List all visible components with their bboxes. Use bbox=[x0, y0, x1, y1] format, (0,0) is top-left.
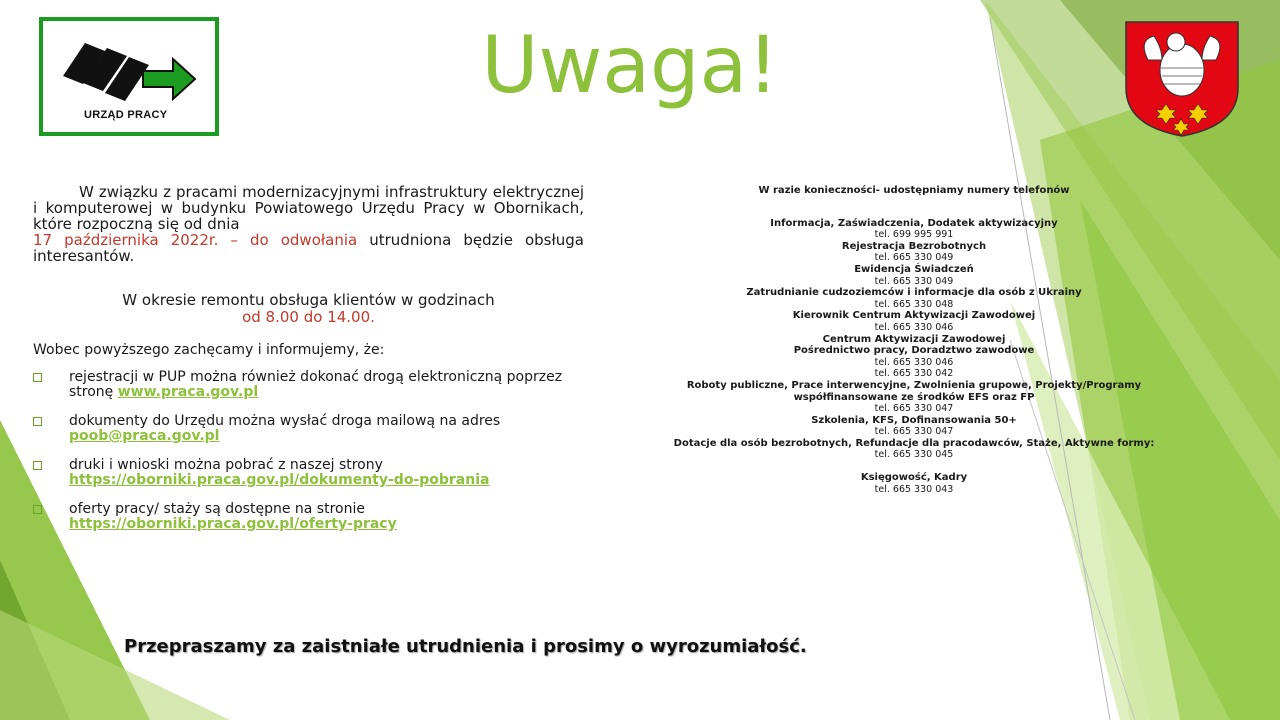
documents-link[interactable]: https://oborniki.praca.gov.pl/dokumenty-do-pobrania bbox=[69, 472, 490, 488]
list-item-text: druki i wnioski można pobrać z naszej strony bbox=[69, 457, 383, 473]
intro-text-after: utrudniona będzie obsługa interesantów. bbox=[33, 231, 584, 265]
phone-entry-name: Rejestracja Bezrobotnych bbox=[841, 240, 987, 252]
phone-entry-name: Kierownik Centrum Aktywizacji Zawodowej bbox=[792, 310, 1036, 322]
praca-gov-link[interactable]: www.praca.gov.pl bbox=[117, 384, 259, 400]
hours-notice bbox=[33, 292, 584, 326]
phone-entry-name: Pośrednictwo pracy, Doradztwo zawodowe bbox=[793, 345, 1035, 357]
phone-entry-number: tel. 699 995 991 bbox=[874, 229, 954, 241]
phone-entry-name: współfinansowane ze środków EFS oraz FP bbox=[793, 391, 1035, 403]
phone-entry-number: tel. 665 330 046 bbox=[874, 356, 954, 368]
list-item bbox=[33, 502, 593, 532]
phone-entry-name: Szkolenia, KFS, Dofinansowania 50+ bbox=[811, 414, 1017, 426]
phone-directory bbox=[660, 185, 1168, 495]
list-item bbox=[33, 414, 593, 444]
phone-entry-number: tel. 665 330 049 bbox=[874, 252, 954, 264]
phone-entry-number: tel. 665 330 048 bbox=[874, 298, 954, 310]
phone-entry-name: Zatrudnianie cudzoziemców i informacje dla osób z Ukrainy bbox=[746, 287, 1082, 299]
lead-text: Wobec powyższego zachęcamy i informujemy, że: bbox=[33, 342, 385, 358]
list-item-text: dokumenty do Urzędu można wysłać droga mailową na adres bbox=[69, 413, 501, 429]
intro-paragraph bbox=[33, 184, 584, 264]
date-highlight: 17 października 2022r. – do odwołania bbox=[33, 231, 358, 249]
job-offers-link[interactable]: https://oborniki.praca.gov.pl/oferty-pracy bbox=[69, 516, 397, 532]
bullet-square-icon bbox=[33, 461, 42, 470]
logo-text: URZĄD PRACY bbox=[84, 109, 168, 121]
bullet-square-icon bbox=[33, 417, 42, 426]
phone-entries bbox=[660, 218, 1168, 496]
page-title: Uwaga! bbox=[481, 21, 779, 111]
bullet-square-icon bbox=[33, 373, 42, 382]
phone-entry-name: Dotacje dla osób bezrobotnych, Refundacje dla pracodawców, Staże, Aktywne formy: bbox=[673, 437, 1155, 449]
phone-entry-number: tel. 665 330 046 bbox=[874, 321, 954, 333]
phone-entry-number: tel. 665 330 045 bbox=[874, 449, 954, 461]
phone-entry-gap bbox=[660, 461, 1168, 472]
list-item bbox=[33, 458, 593, 488]
phone-entry-name: Centrum Aktywizacji Zawodowej bbox=[822, 333, 1006, 345]
phone-entry-number: tel. 665 330 047 bbox=[874, 426, 954, 438]
list-item-text: oferty pracy/ staży są dostępne na stronie bbox=[69, 501, 365, 517]
email-link[interactable]: poob@praca.gov.pl bbox=[69, 428, 220, 444]
apology-footer: Przepraszamy za zaistniałe utrudnienia i prosimy o wyrozumiałość. bbox=[124, 636, 807, 657]
phone-entry-number: tel. 665 330 042 bbox=[874, 368, 954, 380]
phone-entry-name: Roboty publiczne, Prace interwencyjne, Zwolnienia grupowe, Projekty/Programy bbox=[686, 379, 1142, 391]
phone-directory-header: W razie konieczności- udostępniamy numery telefonów bbox=[758, 185, 1070, 196]
phone-entry-number: tel. 665 330 043 bbox=[874, 483, 954, 495]
intro-text: W związku z pracami modernizacyjnymi infrastruktury elektrycznej i komputerowej w budynku Powiatowego Urzędu Pracy w Obornikach, które rozpoczną się od dnia bbox=[33, 183, 584, 233]
hours-highlight: od 8.00 do 14.00. bbox=[242, 308, 375, 326]
hours-line: W okresie remontu obsługa klientów w godzinach bbox=[122, 291, 495, 309]
urzad-pracy-logo bbox=[39, 17, 219, 136]
phone-entry-name: Informacja, Zaświadczenia, Dodatek aktywizacyjny bbox=[770, 217, 1058, 229]
coat-of-arms-icon bbox=[1118, 18, 1246, 140]
list-item bbox=[33, 370, 593, 400]
info-list bbox=[33, 370, 593, 546]
phone-entry-name: Ewidencja Świadczeń bbox=[854, 263, 974, 275]
phone-entry-number: tel. 665 330 049 bbox=[874, 275, 954, 287]
phone-entry-number: tel. 665 330 047 bbox=[874, 403, 954, 415]
list-item-text: rejestracji w PUP można również dokonać drogą elektroniczną poprzez stronę bbox=[69, 369, 563, 400]
bullet-square-icon bbox=[33, 505, 42, 514]
phone-entry-name: Księgowość, Kadry bbox=[860, 472, 968, 484]
